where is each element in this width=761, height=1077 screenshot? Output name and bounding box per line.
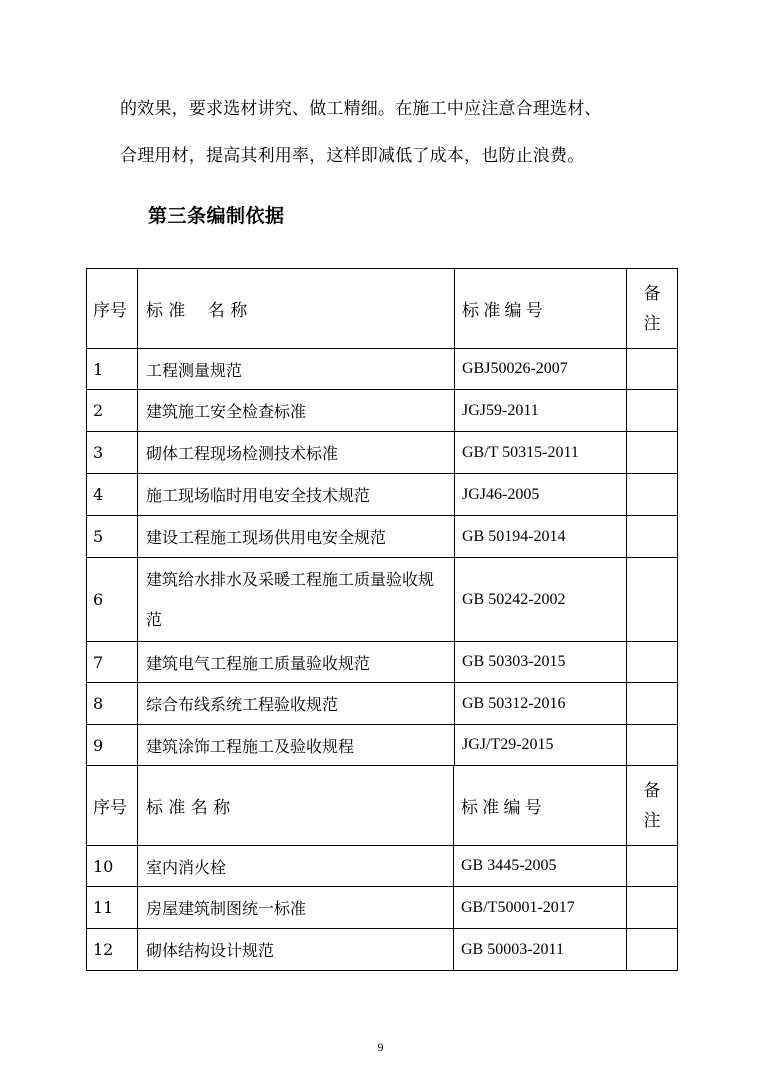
- table-row: [87, 558, 678, 642]
- body-paragraph-line-1: 的效果，要求选材讲究、做工精细。在施工中应注意合理选材、: [120, 99, 602, 119]
- table-header-row: [87, 269, 678, 349]
- row-seq: 7: [87, 642, 138, 683]
- page-number: 9: [377, 1040, 384, 1054]
- row-code: GB 50303-2015: [455, 642, 627, 683]
- header-note-line-2: 注: [643, 810, 661, 831]
- table-header-row: [87, 766, 678, 846]
- row-name: 建设工程施工现场供用电安全规范: [138, 516, 455, 558]
- table-row: [87, 846, 678, 887]
- table-row: [87, 887, 678, 929]
- header-note-line-1: 备: [643, 283, 661, 304]
- row-name: 工程测量规范: [138, 349, 455, 390]
- row-code: JGJ/T29-2015: [455, 725, 627, 766]
- row-note: [627, 683, 678, 725]
- section-title: 第三条编制依据: [148, 205, 285, 227]
- row-code: GB 3445-2005: [454, 846, 627, 887]
- row-note: [627, 349, 678, 390]
- row-seq: 2: [87, 390, 138, 432]
- table-row: [87, 432, 678, 474]
- table-row: [87, 725, 678, 766]
- row-name: 综合布线系统工程验收规范: [138, 683, 455, 725]
- header-note-line-1: 备: [643, 780, 661, 801]
- header-name: 标 准 名 称: [138, 269, 455, 349]
- body-paragraph-line-2: 合理用材，提高其利用率，这样即减低了成本，也防止浪费。: [120, 146, 585, 166]
- header-seq: 序号: [87, 269, 138, 349]
- row-note: [627, 725, 678, 766]
- row-seq: 8: [87, 683, 138, 725]
- standards-table-2: [86, 765, 678, 971]
- row-note: [627, 474, 678, 516]
- header-note: [627, 269, 678, 349]
- table-row: [87, 683, 678, 725]
- row-seq: 9: [87, 725, 138, 766]
- row-code: GB 50242-2002: [455, 558, 627, 642]
- table-row: [87, 349, 678, 390]
- standards-table-1: [86, 268, 678, 766]
- row-note: [627, 432, 678, 474]
- row-code: GB/T 50315-2011: [455, 432, 627, 474]
- header-name: 标 准 名 称: [138, 766, 454, 846]
- row-note: [627, 846, 678, 887]
- row-name: 建筑电气工程施工质量验收规范: [138, 642, 455, 683]
- row-note: [627, 929, 678, 971]
- row-code: GB 50194-2014: [455, 516, 627, 558]
- row-seq: 4: [87, 474, 138, 516]
- row-seq: 5: [87, 516, 138, 558]
- row-note: [627, 558, 678, 642]
- header-code: 标 准 编 号: [454, 766, 627, 846]
- row-code: GB 50312-2016: [455, 683, 627, 725]
- row-seq: 1: [87, 349, 138, 390]
- header-note: [627, 766, 678, 846]
- table-row: [87, 642, 678, 683]
- row-seq: 3: [87, 432, 138, 474]
- row-seq: 11: [87, 887, 138, 929]
- row-code: JGJ59-2011: [455, 390, 627, 432]
- row-seq: 10: [87, 846, 138, 887]
- row-code: GB/T50001-2017: [454, 887, 627, 929]
- row-code: GBJ50026-2007: [455, 349, 627, 390]
- row-seq: 6: [87, 558, 138, 642]
- row-seq: 12: [87, 929, 138, 971]
- table-row: [87, 474, 678, 516]
- row-name: 砌体工程现场检测技术标准: [138, 432, 455, 474]
- row-name: 砌体结构设计规范: [138, 929, 454, 971]
- row-code: GB 50003-2011: [454, 929, 627, 971]
- row-name: 建筑涂饰工程施工及验收规程: [138, 725, 455, 766]
- header-code: 标 准 编 号: [455, 269, 627, 349]
- row-note: [627, 516, 678, 558]
- row-name: 室内消火栓: [138, 846, 454, 887]
- table-row: [87, 516, 678, 558]
- table-row: [87, 390, 678, 432]
- header-seq: 序号: [87, 766, 138, 846]
- row-code: JGJ46-2005: [455, 474, 627, 516]
- row-note: [627, 887, 678, 929]
- table-row: [87, 929, 678, 971]
- row-name: 房屋建筑制图统一标准: [138, 887, 454, 929]
- row-name: 建筑给水排水及采暖工程施工质量验收规范: [138, 558, 455, 642]
- row-name: 建筑施工安全检查标准: [138, 390, 455, 432]
- row-name: 施工现场临时用电安全技术规范: [138, 474, 455, 516]
- row-note: [627, 642, 678, 683]
- row-note: [627, 390, 678, 432]
- header-note-line-2: 注: [643, 313, 661, 334]
